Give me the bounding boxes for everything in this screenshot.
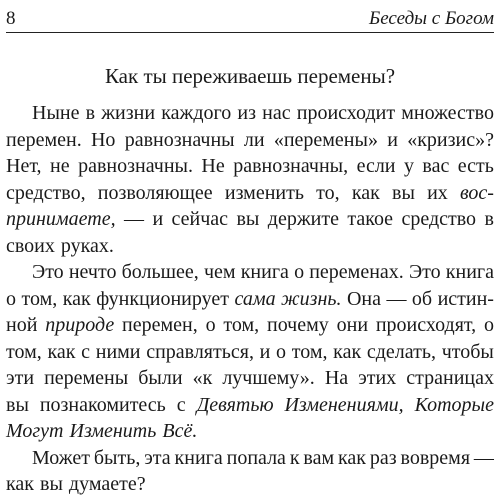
word: том, xyxy=(6,340,42,363)
word: чем xyxy=(203,261,236,283)
word: том, xyxy=(21,287,58,310)
word: эта xyxy=(144,446,171,469)
word: нас xyxy=(262,102,291,124)
word: функционирует xyxy=(96,287,229,310)
word: о xyxy=(294,261,305,283)
word: перемен, xyxy=(122,314,198,336)
word: из xyxy=(237,102,256,124)
word: большее, xyxy=(121,261,199,283)
word: как xyxy=(6,473,35,495)
word: вовремя xyxy=(400,446,471,469)
body-text xyxy=(6,100,494,498)
word: как xyxy=(351,181,380,204)
word: если xyxy=(356,155,396,177)
paragraph xyxy=(6,259,494,445)
italic-word: Могут xyxy=(6,420,64,442)
word: не xyxy=(50,155,70,177)
word: том, xyxy=(223,314,260,336)
page-number: 8 xyxy=(6,8,16,29)
italic-word: природе xyxy=(45,314,115,336)
word: они xyxy=(336,314,369,336)
word: перемен. xyxy=(6,128,82,151)
word: с xyxy=(176,393,186,416)
word: происходят, xyxy=(375,314,477,336)
text-line xyxy=(6,153,494,180)
word: средство xyxy=(401,208,477,230)
word: лучшему». xyxy=(222,367,315,389)
running-title: Беседы с Богом xyxy=(369,8,494,29)
word: сейчас xyxy=(171,208,229,230)
word: вам xyxy=(303,446,335,469)
word: раз xyxy=(369,446,397,469)
word: нечто xyxy=(68,261,117,283)
word: Это xyxy=(408,261,441,283)
word: как xyxy=(62,287,91,310)
word: ной xyxy=(6,314,38,336)
word: На xyxy=(324,367,349,389)
italic-word: Девятью xyxy=(196,393,274,416)
italic-word: сама xyxy=(234,287,276,310)
word: равнозначны xyxy=(124,128,235,151)
word: книга xyxy=(445,261,494,283)
word: и xyxy=(152,208,164,230)
word: Не xyxy=(201,155,225,177)
word: перемены xyxy=(44,367,129,389)
word: ли xyxy=(243,128,265,151)
text-line xyxy=(6,365,494,392)
paragraph xyxy=(6,445,494,498)
word: — xyxy=(124,208,145,230)
text-line xyxy=(6,286,494,313)
italic-word: принимаете, xyxy=(6,208,116,230)
italic-word: жизнь. xyxy=(281,287,342,310)
word: Но xyxy=(90,128,116,151)
word: об xyxy=(411,287,433,310)
word: и xyxy=(387,128,398,151)
word: Это xyxy=(32,261,64,283)
word: том, xyxy=(291,340,328,363)
word: их xyxy=(427,181,448,204)
text-line xyxy=(6,312,494,339)
word: о xyxy=(6,287,16,310)
word: вы xyxy=(236,208,260,230)
italic-word: Изменить xyxy=(69,420,157,442)
word: этих xyxy=(358,367,397,389)
word: вы xyxy=(40,473,63,495)
word: такое xyxy=(347,208,394,230)
word: в xyxy=(484,208,494,230)
word: вы xyxy=(6,393,29,416)
word: происходит xyxy=(296,102,396,124)
text-line xyxy=(6,392,494,419)
word: о xyxy=(483,314,494,336)
word: в xyxy=(85,102,96,124)
text-line xyxy=(6,445,494,472)
word: есть xyxy=(457,155,494,177)
word: как xyxy=(47,340,76,363)
word: эти xyxy=(6,367,35,389)
word: почему xyxy=(267,314,329,336)
text-line xyxy=(6,206,494,233)
word: познакомитесь xyxy=(39,393,166,416)
text-line xyxy=(6,471,494,498)
text-line xyxy=(6,127,494,154)
word: книга xyxy=(174,446,223,469)
italic-word: Которые xyxy=(414,393,494,416)
word: переменах. xyxy=(309,261,404,283)
word: сделать, xyxy=(366,340,437,363)
italic-word: вос- xyxy=(459,181,494,204)
word: «перемены» xyxy=(273,128,378,151)
word: изменить xyxy=(224,181,304,204)
text-line xyxy=(6,339,494,366)
word: вас xyxy=(422,155,450,177)
word: Она xyxy=(346,287,381,310)
text-line xyxy=(6,100,494,127)
word: как xyxy=(338,446,367,469)
word: попала xyxy=(226,446,286,469)
italic-word: Всё. xyxy=(162,420,198,442)
word: книга xyxy=(240,261,289,283)
paragraph xyxy=(6,100,494,259)
word: к xyxy=(289,446,300,469)
word: быть, xyxy=(93,446,141,469)
word: о xyxy=(276,340,287,363)
word: были xyxy=(138,367,183,389)
word: равнозначны. xyxy=(78,155,193,177)
word: и xyxy=(259,340,271,363)
text-line xyxy=(6,259,494,286)
word: Может xyxy=(32,446,90,469)
word: равнозначны, xyxy=(233,155,349,177)
word: жизни xyxy=(101,102,156,124)
word: ними xyxy=(95,340,141,363)
word: страницах xyxy=(406,367,494,389)
word: то, xyxy=(316,181,340,204)
word: с xyxy=(81,340,91,363)
text-line xyxy=(6,180,494,207)
word: средство, xyxy=(6,181,86,204)
chapter-title: Как ты переживаешь перемены? xyxy=(104,64,396,88)
word: справляться, xyxy=(146,340,254,363)
word: Ныне xyxy=(32,102,80,124)
word: держите xyxy=(267,208,339,230)
word: истин- xyxy=(437,287,494,310)
text-line xyxy=(6,233,494,260)
italic-word: Изменениями, xyxy=(284,393,404,416)
word: чтобы xyxy=(441,340,494,363)
word: думаете? xyxy=(68,473,146,495)
word: множество xyxy=(401,102,494,124)
word: руках. xyxy=(60,234,114,257)
running-head xyxy=(6,6,494,33)
word: у xyxy=(403,155,414,177)
text-line xyxy=(6,418,494,445)
word: своих xyxy=(6,234,55,257)
word: о xyxy=(205,314,216,336)
word: позволяющее xyxy=(97,181,213,204)
word: каждого xyxy=(161,102,232,124)
word: вы xyxy=(392,181,415,204)
word: Нет, xyxy=(6,155,42,177)
word: — xyxy=(473,446,494,469)
word: «к xyxy=(192,367,213,389)
word: как xyxy=(333,340,362,363)
word: «кризис»? xyxy=(407,128,494,151)
word: — xyxy=(386,287,407,310)
